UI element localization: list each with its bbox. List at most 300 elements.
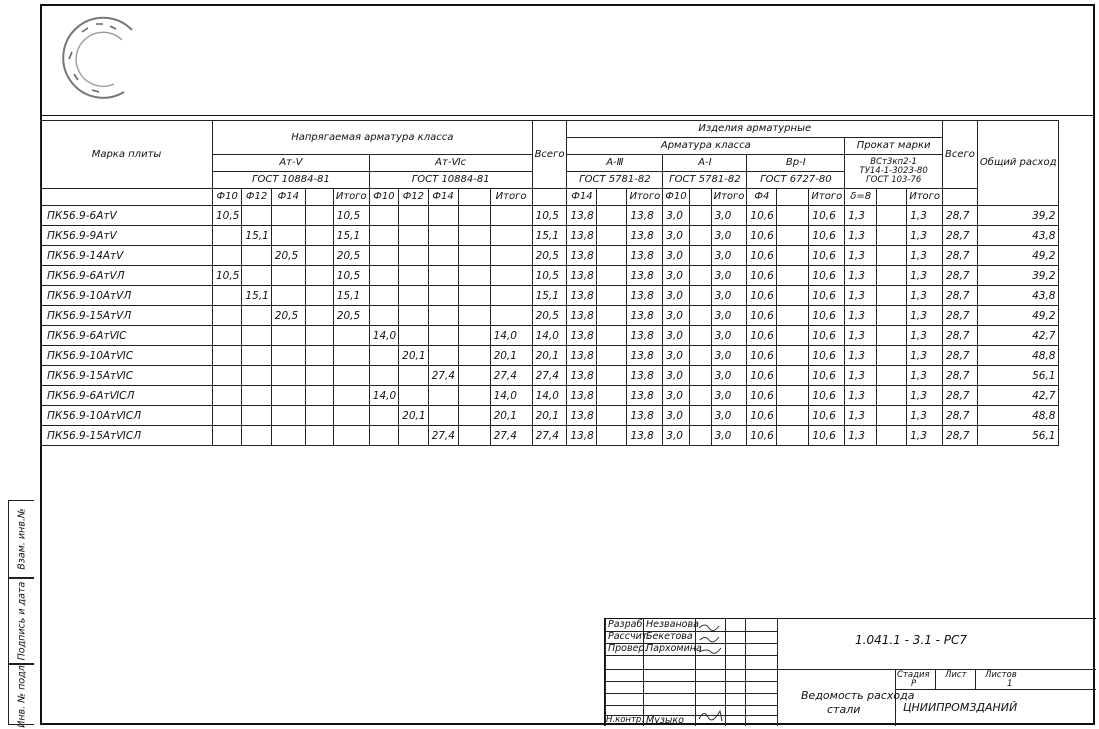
row-cell-s6: 1,3 xyxy=(907,406,943,426)
row-cell-p12: 15,1 xyxy=(242,226,271,246)
row-mark: ПК56.9-10АтⅤЛ xyxy=(41,286,213,306)
row-cell-b4: 10,6 xyxy=(747,326,777,346)
header-total-prestressed: Всего xyxy=(532,121,567,189)
empty-cell xyxy=(877,346,907,366)
row-cell-p10 xyxy=(213,406,242,426)
empty-cell xyxy=(597,266,627,286)
row-cell-tot: 28,7 xyxy=(943,226,978,246)
row-cell-a10: 3,0 xyxy=(663,306,689,326)
row-cell-a10: 3,0 xyxy=(663,226,689,246)
header-prestressed: Напрягаемая арматура класса xyxy=(213,121,533,155)
empty-cell xyxy=(458,206,490,226)
rolled-grade-text: ВСт3кп2-1 xyxy=(870,157,917,167)
row-cell-r8: 1,3 xyxy=(845,386,877,406)
header-gost-atv: ГОСТ 10884-81 xyxy=(213,172,370,189)
row-cell-s4: 3,0 xyxy=(711,226,747,246)
row-cell-p14 xyxy=(271,266,305,286)
row-cell-tot: 28,7 xyxy=(943,366,978,386)
row-cell-b4: 10,6 xyxy=(747,306,777,326)
signature-norm xyxy=(697,705,725,725)
row-cell-t1: 10,5 xyxy=(532,266,567,286)
header-gost-ai: ГОСТ 5781-82 xyxy=(663,172,747,189)
row-cell-s3: 13,8 xyxy=(627,306,663,326)
row-cell-s5: 10,6 xyxy=(809,266,845,286)
row-cell-s1 xyxy=(333,326,369,346)
row-cell-s1 xyxy=(333,426,369,446)
empty-cell xyxy=(877,286,907,306)
empty-cell xyxy=(877,426,907,446)
empty-cell xyxy=(597,386,627,406)
row-cell-p12 xyxy=(242,386,271,406)
row-cell-a10: 3,0 xyxy=(663,366,689,386)
row-cell-s1: 15,1 xyxy=(333,226,369,246)
row-cell-c10 xyxy=(369,306,398,326)
row-total-consumption: 49,2 xyxy=(977,246,1059,266)
row-cell-s6: 1,3 xyxy=(907,246,943,266)
empty-cell xyxy=(777,306,809,326)
row-cell-t1: 20,1 xyxy=(532,406,567,426)
row-mark: ПК56.9-6АтⅥСЛ xyxy=(41,386,213,406)
table-row xyxy=(41,386,1059,406)
row-cell-c14 xyxy=(428,346,458,366)
row-cell-p10 xyxy=(213,306,242,326)
row-cell-r8: 1,3 xyxy=(845,366,877,386)
row-cell-s6: 1,3 xyxy=(907,286,943,306)
row-total-consumption: 48,8 xyxy=(977,346,1059,366)
row-cell-p12 xyxy=(242,206,271,226)
row-cell-a14: 13,8 xyxy=(567,406,597,426)
table-row xyxy=(41,346,1059,366)
empty-cell xyxy=(597,366,627,386)
empty-cell xyxy=(689,426,711,446)
row-cell-p12: 15,1 xyxy=(242,286,271,306)
row-cell-tot: 28,7 xyxy=(943,326,978,346)
row-cell-c10 xyxy=(369,226,398,246)
row-cell-c10 xyxy=(369,366,398,386)
row-cell-p10 xyxy=(213,426,242,446)
row-mark: ПК56.9-15АтⅥСЛ xyxy=(41,426,213,446)
row-cell-s3: 13,8 xyxy=(627,326,663,346)
table-row xyxy=(41,306,1059,326)
tb-line xyxy=(605,619,606,726)
empty-cell xyxy=(777,266,809,286)
table-row xyxy=(41,226,1059,246)
tb-line xyxy=(777,619,778,726)
empty-cell xyxy=(777,206,809,226)
row-mark: ПК56.9-6АтⅥС xyxy=(41,326,213,346)
row-cell-c12 xyxy=(399,386,428,406)
tb-line xyxy=(975,669,976,689)
row-cell-a14: 13,8 xyxy=(567,386,597,406)
row-cell-p14 xyxy=(271,286,305,306)
empty-cell xyxy=(458,246,490,266)
row-cell-tot: 28,7 xyxy=(943,246,978,266)
tb-line xyxy=(605,655,777,656)
row-cell-a14: 13,8 xyxy=(567,326,597,346)
row-cell-r8: 1,3 xyxy=(845,346,877,366)
tb-sheet-title-2: стали xyxy=(827,703,861,716)
tb-line xyxy=(605,705,777,706)
row-cell-p10: 10,5 xyxy=(213,266,242,286)
empty-cell xyxy=(689,206,711,226)
row-cell-s3: 13,8 xyxy=(627,206,663,226)
empty-cell xyxy=(877,406,907,426)
row-cell-s1: 20,5 xyxy=(333,306,369,326)
row-cell-s4: 3,0 xyxy=(711,426,747,446)
row-cell-c10 xyxy=(369,286,398,306)
empty-cell xyxy=(777,226,809,246)
row-cell-s4: 3,0 xyxy=(711,306,747,326)
empty-cell xyxy=(597,326,627,346)
row-cell-c12 xyxy=(399,326,428,346)
row-total-consumption: 39,2 xyxy=(977,206,1059,226)
row-cell-s3: 13,8 xyxy=(627,346,663,366)
subhdr-vp-d4: Ф4 xyxy=(747,189,777,206)
row-cell-a14: 13,8 xyxy=(567,306,597,326)
row-cell-c10 xyxy=(369,346,398,366)
row-mark: ПК56.9-15АтⅤЛ xyxy=(41,306,213,326)
row-cell-p10 xyxy=(213,386,242,406)
table-row xyxy=(41,246,1059,266)
row-cell-s6: 1,3 xyxy=(907,426,943,446)
row-cell-c12 xyxy=(399,226,428,246)
row-cell-p12 xyxy=(242,306,271,326)
row-cell-c12 xyxy=(399,426,428,446)
row-cell-s1 xyxy=(333,366,369,386)
row-cell-r8: 1,3 xyxy=(845,406,877,426)
row-cell-a14: 13,8 xyxy=(567,266,597,286)
row-cell-s5: 10,6 xyxy=(809,246,845,266)
tb-stage-value: Р xyxy=(911,679,917,689)
row-cell-s4: 3,0 xyxy=(711,266,747,286)
row-cell-s3: 13,8 xyxy=(627,266,663,286)
row-cell-c12 xyxy=(399,246,428,266)
table-row xyxy=(41,366,1059,386)
row-cell-s4: 3,0 xyxy=(711,346,747,366)
tb-sheet-title-1: Ведомость расхода xyxy=(801,689,915,702)
empty-cell xyxy=(305,266,333,286)
row-cell-p12 xyxy=(242,246,271,266)
empty-cell xyxy=(458,406,490,426)
row-cell-s2: 20,1 xyxy=(490,406,532,426)
empty-cell xyxy=(689,346,711,366)
subhdr-products-empty xyxy=(943,189,978,206)
row-mark: ПК56.9-14АтⅤ xyxy=(41,246,213,266)
row-mark: ПК56.9-6АтⅤ xyxy=(41,206,213,226)
empty-cell xyxy=(305,206,333,226)
row-cell-p12 xyxy=(242,326,271,346)
title-block xyxy=(604,618,1096,726)
row-cell-tot: 28,7 xyxy=(943,306,978,326)
row-cell-a10: 3,0 xyxy=(663,266,689,286)
empty-cell xyxy=(458,346,490,366)
subhdr-a3-subtotal: Итого xyxy=(627,189,663,206)
row-cell-b4: 10,6 xyxy=(747,406,777,426)
row-cell-s5: 10,6 xyxy=(809,426,845,446)
row-cell-p10 xyxy=(213,326,242,346)
row-cell-c14 xyxy=(428,306,458,326)
empty-cell xyxy=(305,406,333,426)
empty-cell xyxy=(458,426,490,446)
row-cell-s2: 27,4 xyxy=(490,366,532,386)
row-cell-s2 xyxy=(490,226,532,246)
row-cell-p14 xyxy=(271,426,305,446)
subhdr-vp-empty xyxy=(777,189,809,206)
row-cell-c14 xyxy=(428,286,458,306)
tb-role-norm: Н.контр. xyxy=(606,715,645,725)
row-cell-c14 xyxy=(428,406,458,426)
subhdr-a1-subtotal: Итого xyxy=(711,189,747,206)
empty-cell xyxy=(597,406,627,426)
row-cell-r8: 1,3 xyxy=(845,246,877,266)
row-cell-b4: 10,6 xyxy=(747,386,777,406)
row-total-consumption: 42,7 xyxy=(977,386,1059,406)
steel-consumption-table xyxy=(40,120,1059,446)
row-cell-c10 xyxy=(369,406,398,426)
header-total-consumption: Общий расход xyxy=(977,121,1059,206)
header-class-aiii: А-Ⅲ xyxy=(567,155,663,172)
row-cell-s5: 10,6 xyxy=(809,346,845,366)
sidebar-sign-date xyxy=(8,578,34,664)
empty-cell xyxy=(305,326,333,346)
tb-doc-code: 1.041.1 - 3.1 - РС7 xyxy=(855,633,968,647)
row-cell-b4: 10,6 xyxy=(747,246,777,266)
row-cell-s2 xyxy=(490,306,532,326)
row-total-consumption: 56,1 xyxy=(977,426,1059,446)
row-cell-t1: 27,4 xyxy=(532,426,567,446)
row-cell-s3: 13,8 xyxy=(627,246,663,266)
row-cell-a14: 13,8 xyxy=(567,346,597,366)
row-cell-s5: 10,6 xyxy=(809,406,845,426)
row-cell-a10: 3,0 xyxy=(663,246,689,266)
signature-marks xyxy=(697,620,725,666)
row-cell-c12 xyxy=(399,286,428,306)
row-cell-s5: 10,6 xyxy=(809,326,845,346)
row-total-consumption: 48,8 xyxy=(977,406,1059,426)
row-cell-c12 xyxy=(399,206,428,226)
row-cell-r8: 1,3 xyxy=(845,426,877,446)
row-cell-p14 xyxy=(271,226,305,246)
row-cell-a10: 3,0 xyxy=(663,326,689,346)
row-cell-s5: 10,6 xyxy=(809,226,845,246)
row-cell-p14 xyxy=(271,406,305,426)
row-cell-b4: 10,6 xyxy=(747,266,777,286)
row-cell-s6: 1,3 xyxy=(907,206,943,226)
row-cell-c10 xyxy=(369,246,398,266)
row-cell-s2 xyxy=(490,206,532,226)
empty-cell xyxy=(777,286,809,306)
row-cell-p12 xyxy=(242,366,271,386)
header-gost-vpi: ГОСТ 6727-80 xyxy=(747,172,845,189)
subhdr-c-subtotal: Итого xyxy=(490,189,532,206)
row-cell-s2: 27,4 xyxy=(490,426,532,446)
row-cell-t1: 27,4 xyxy=(532,366,567,386)
subhdr-p-empty xyxy=(305,189,333,206)
row-cell-s5: 10,6 xyxy=(809,386,845,406)
tb-stage-label: Стадия xyxy=(897,670,930,680)
rolled-gost-text: ГОСТ 103-76 xyxy=(865,175,922,185)
row-cell-c12 xyxy=(399,366,428,386)
row-cell-r8: 1,3 xyxy=(845,206,877,226)
row-cell-s6: 1,3 xyxy=(907,266,943,286)
subhdr-c-d12: Ф12 xyxy=(399,189,428,206)
sidebar-inv-orig-text: Инв. № подл. xyxy=(16,661,27,728)
row-cell-a14: 13,8 xyxy=(567,226,597,246)
empty-cell xyxy=(305,246,333,266)
empty-cell xyxy=(689,386,711,406)
empty-cell xyxy=(777,366,809,386)
empty-cell xyxy=(877,206,907,226)
row-mark: ПК56.9-10АтⅥС xyxy=(41,346,213,366)
row-cell-s1 xyxy=(333,386,369,406)
empty-cell xyxy=(689,326,711,346)
subhdr-c-d10: Ф10 xyxy=(369,189,398,206)
row-cell-s3: 13,8 xyxy=(627,366,663,386)
row-cell-p10 xyxy=(213,246,242,266)
tb-line xyxy=(605,681,777,682)
row-cell-b4: 10,6 xyxy=(747,226,777,246)
header-rolled-grade xyxy=(845,155,943,189)
row-cell-tot: 28,7 xyxy=(943,386,978,406)
sidebar-inv-replace xyxy=(8,500,34,578)
row-cell-s4: 3,0 xyxy=(711,386,747,406)
empty-cell xyxy=(597,306,627,326)
row-cell-c12 xyxy=(399,306,428,326)
tb-line xyxy=(605,669,1096,670)
row-cell-a14: 13,8 xyxy=(567,206,597,226)
row-cell-a14: 13,8 xyxy=(567,246,597,266)
row-cell-s2: 14,0 xyxy=(490,326,532,346)
row-cell-c10 xyxy=(369,206,398,226)
header-class-atv: Ат-Ⅴ xyxy=(213,155,370,172)
row-mark: ПК56.9-15АтⅥС xyxy=(41,366,213,386)
subhdr-a3-empty xyxy=(597,189,627,206)
header-mark: Марка плиты xyxy=(41,121,213,189)
empty-cell xyxy=(305,286,333,306)
row-mark: ПК56.9-10АтⅥСЛ xyxy=(41,406,213,426)
empty-cell xyxy=(689,366,711,386)
row-cell-s1 xyxy=(333,346,369,366)
tb-sheets-label: Листов xyxy=(985,670,1017,680)
tb-name-checked: Пархомина xyxy=(646,643,702,654)
left-stamp-column xyxy=(0,500,40,728)
subhdr-a3-d14: Ф14 xyxy=(567,189,597,206)
row-cell-c14: 27,4 xyxy=(428,426,458,446)
row-cell-s5: 10,6 xyxy=(809,286,845,306)
row-cell-s6: 1,3 xyxy=(907,366,943,386)
row-cell-c14 xyxy=(428,386,458,406)
row-cell-t1: 10,5 xyxy=(532,206,567,226)
row-cell-p12 xyxy=(242,266,271,286)
row-cell-b4: 10,6 xyxy=(747,286,777,306)
row-cell-c14 xyxy=(428,326,458,346)
header-gost-atvc: ГОСТ 10884-81 xyxy=(369,172,532,189)
empty-cell xyxy=(777,426,809,446)
empty-cell xyxy=(877,386,907,406)
approval-stamp xyxy=(52,12,152,107)
sidebar-sign-date-text: Подпись и дата xyxy=(16,581,27,661)
row-cell-c12: 20,1 xyxy=(399,406,428,426)
row-cell-p14 xyxy=(271,366,305,386)
empty-cell xyxy=(305,366,333,386)
empty-cell xyxy=(305,306,333,326)
table-row xyxy=(41,406,1059,426)
sidebar-inv-orig xyxy=(8,661,34,728)
row-cell-p14: 20,5 xyxy=(271,306,305,326)
sidebar-inv-replace-text: Взам. инв.№ xyxy=(16,508,27,570)
tb-line xyxy=(605,693,777,694)
row-cell-s3: 13,8 xyxy=(627,426,663,446)
row-cell-s3: 13,8 xyxy=(627,286,663,306)
row-cell-t1: 15,1 xyxy=(532,226,567,246)
row-cell-s3: 13,8 xyxy=(627,406,663,426)
empty-cell xyxy=(458,366,490,386)
empty-cell xyxy=(877,246,907,266)
row-cell-b4: 10,6 xyxy=(747,426,777,446)
empty-cell xyxy=(597,286,627,306)
row-cell-s1: 20,5 xyxy=(333,246,369,266)
empty-cell xyxy=(597,226,627,246)
row-cell-tot: 28,7 xyxy=(943,426,978,446)
row-cell-r8: 1,3 xyxy=(845,286,877,306)
tb-line xyxy=(935,669,936,689)
row-cell-tot: 28,7 xyxy=(943,346,978,366)
row-cell-p12 xyxy=(242,426,271,446)
tb-role-developed: Разраб. xyxy=(608,619,646,630)
subhdr-p-d14: Ф14 xyxy=(271,189,305,206)
row-cell-b4: 10,6 xyxy=(747,366,777,386)
row-cell-r8: 1,3 xyxy=(845,326,877,346)
row-total-consumption: 39,2 xyxy=(977,266,1059,286)
empty-cell xyxy=(777,386,809,406)
row-total-consumption: 43,8 xyxy=(977,286,1059,306)
row-cell-tot: 28,7 xyxy=(943,406,978,426)
empty-cell xyxy=(689,246,711,266)
empty-cell xyxy=(777,326,809,346)
empty-cell xyxy=(877,266,907,286)
tb-line xyxy=(895,689,1096,690)
table-body xyxy=(41,206,1059,446)
row-cell-s6: 1,3 xyxy=(907,326,943,346)
row-cell-b4: 10,6 xyxy=(747,346,777,366)
tb-organization: ЦНИИПРОМЗДАНИЙ xyxy=(903,701,1018,714)
row-cell-c14 xyxy=(428,226,458,246)
row-cell-p14 xyxy=(271,326,305,346)
row-cell-s1: 10,5 xyxy=(333,266,369,286)
tb-line xyxy=(745,619,746,726)
header-class-atvc: Ат-Ⅵс xyxy=(369,155,532,172)
row-cell-a14: 13,8 xyxy=(567,366,597,386)
row-cell-c10: 14,0 xyxy=(369,326,398,346)
row-cell-r8: 1,3 xyxy=(845,266,877,286)
empty-cell xyxy=(777,246,809,266)
empty-cell xyxy=(458,326,490,346)
header-gost-aiii: ГОСТ 5781-82 xyxy=(567,172,663,189)
empty-cell xyxy=(305,426,333,446)
empty-cell xyxy=(305,226,333,246)
table-row xyxy=(41,326,1059,346)
row-cell-a10: 3,0 xyxy=(663,406,689,426)
row-cell-s4: 3,0 xyxy=(711,246,747,266)
tb-line xyxy=(695,619,696,726)
empty-cell xyxy=(689,266,711,286)
row-cell-a14: 13,8 xyxy=(567,286,597,306)
row-cell-s5: 10,6 xyxy=(809,306,845,326)
row-cell-s4: 3,0 xyxy=(711,206,747,226)
empty-cell xyxy=(597,206,627,226)
empty-cell xyxy=(877,366,907,386)
empty-cell xyxy=(877,306,907,326)
